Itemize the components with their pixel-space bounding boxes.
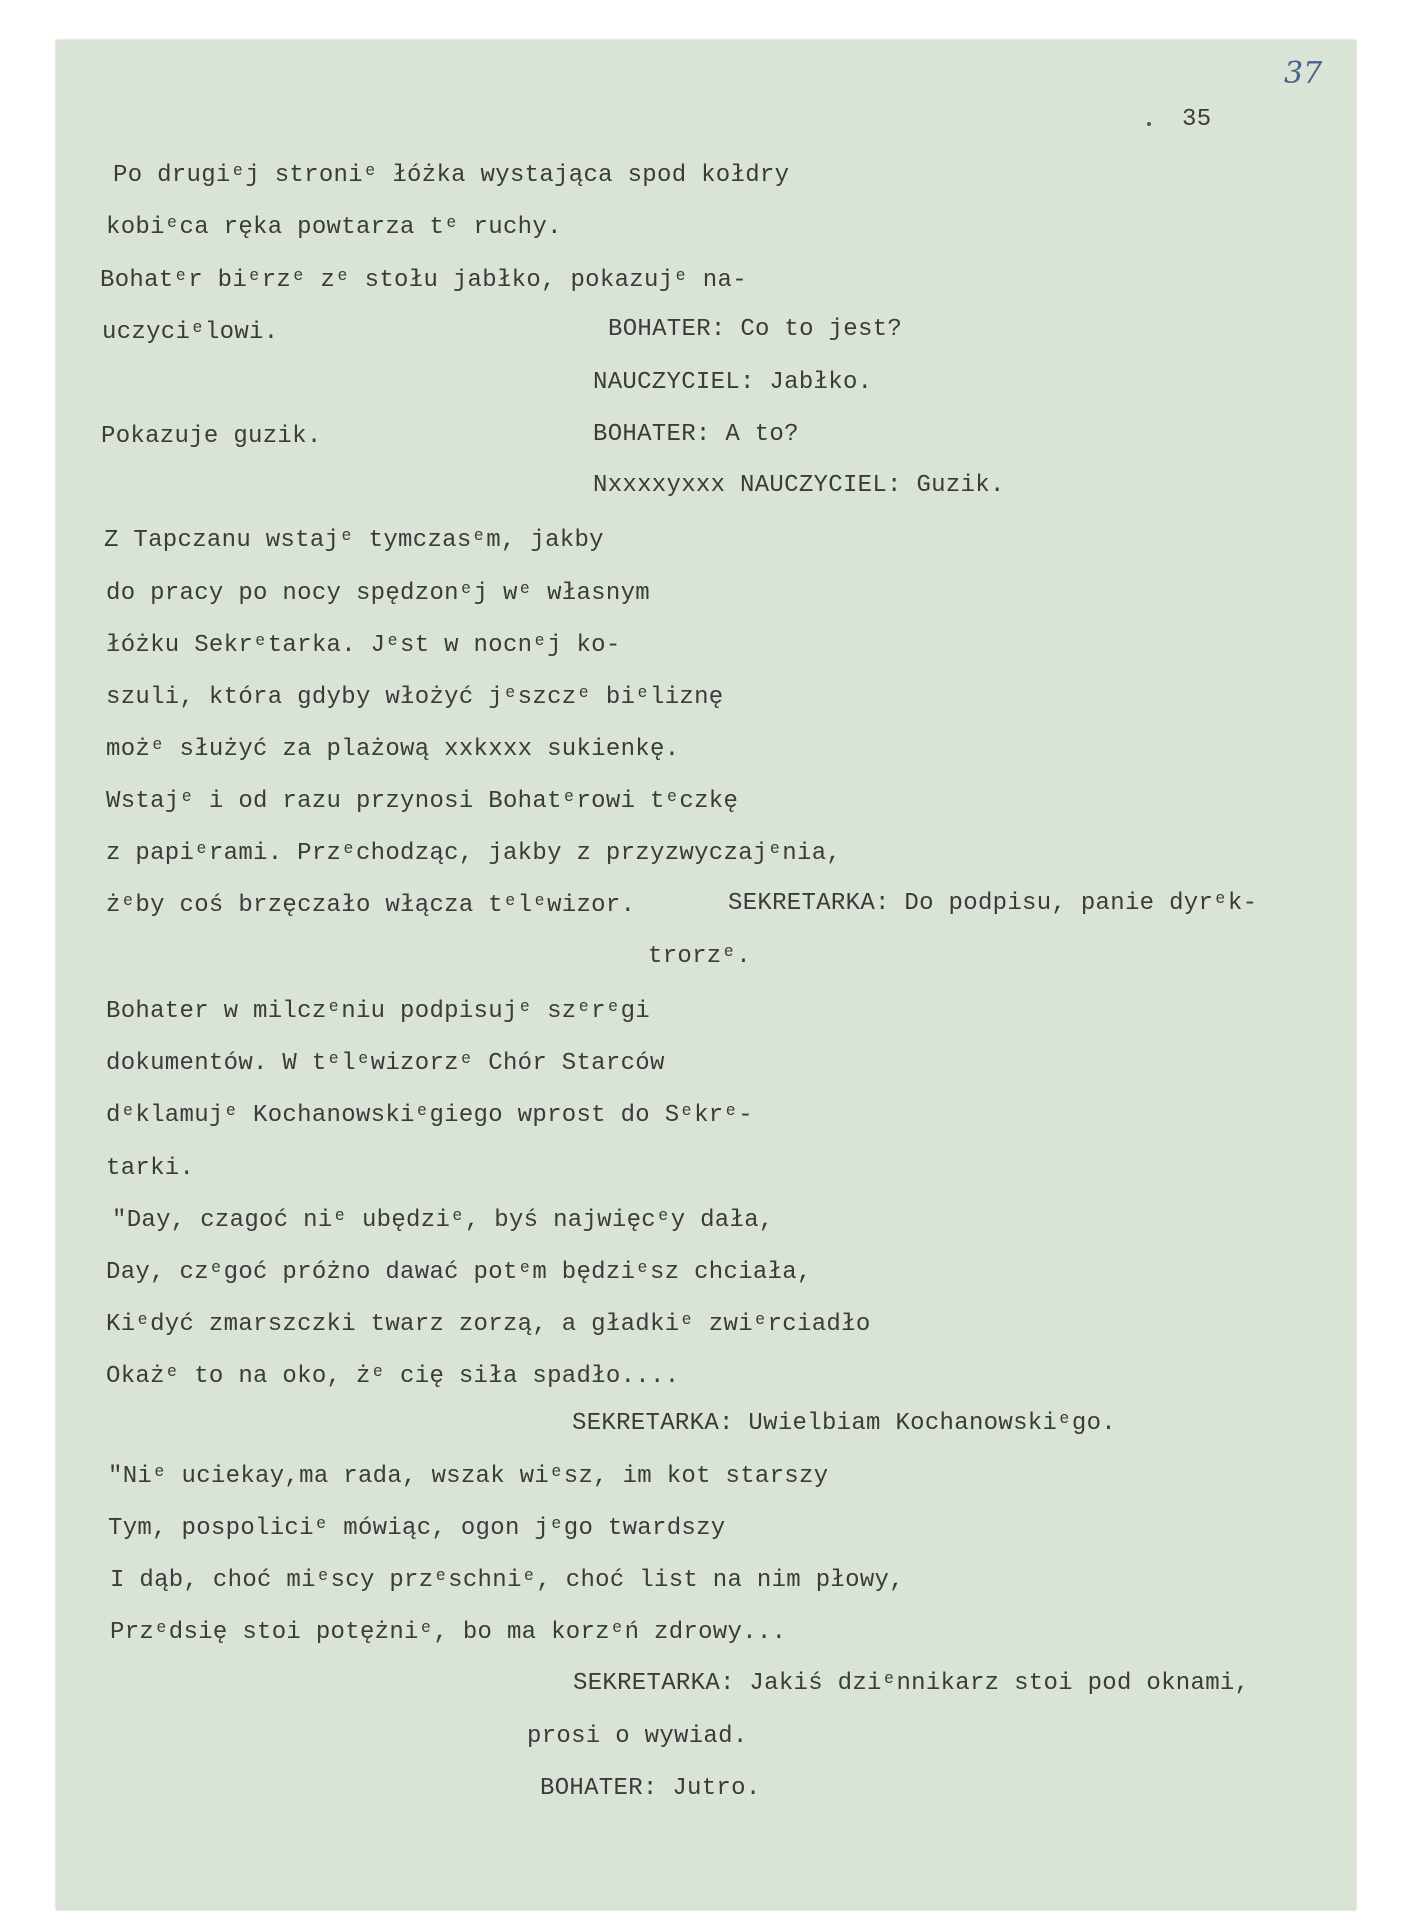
- poem-line: Okażᵉ to na oko, żᵉ cię siła spadło....: [106, 1363, 680, 1390]
- text-line: dokumentów. W tᵉlᵉwizorzᵉ Chór Starców: [106, 1050, 665, 1077]
- text-line: Z Tapczanu wstajᵉ tymczasᵉm, jakby: [104, 527, 604, 554]
- dialogue-line: prosi o wywiad.: [527, 1723, 748, 1750]
- dialogue-line: Nxxxxyxxx NAUCZYCIEL: Guzik.: [593, 472, 1005, 499]
- text-line: do pracy po nocy spędzonᵉj wᵉ własnym: [106, 580, 650, 607]
- poem-line: "Day, czagoć niᵉ ubędziᵉ, byś najwięcᵉy dała,: [112, 1207, 774, 1234]
- dialogue-line: BOHATER: Jutro.: [540, 1775, 761, 1802]
- text-line: możᵉ służyć za plażową xxkxxx sukienkę.: [106, 736, 680, 763]
- text-line: Pokazuje guzik.: [101, 423, 322, 450]
- handwritten-page-number: 37: [1284, 56, 1323, 91]
- poem-line: Tym, pospoliciᵉ mówiąc, ogon jᵉgo twardszy: [108, 1515, 726, 1542]
- poem-line: Kiᵉdyć zmarszczki twarz zorzą, a gładkiᵉ zwiᵉrciadło: [106, 1311, 871, 1338]
- dialogue-line: NAUCZYCIEL: Jabłko.: [593, 369, 873, 396]
- text-line: uczyciᵉlowi.: [102, 319, 279, 346]
- dialogue-line: trorzᵉ.: [648, 943, 751, 970]
- text-line: tarki.: [106, 1155, 195, 1182]
- poem-line: "Niᵉ uciekay,ma rada, wszak wiᵉsz, im kot starszy: [108, 1463, 829, 1490]
- text-line: Wstajᵉ i od razu przynosi Bohatᵉrowi tᵉczkę: [106, 788, 739, 815]
- dialogue-line: BOHATER: A to?: [593, 421, 799, 448]
- poem-line: Day, czᵉgoć próżno dawać potᵉm będziᵉsz chciała,: [106, 1259, 812, 1286]
- text-line: kobiᵉca ręka powtarza tᵉ ruchy.: [106, 214, 562, 241]
- typed-page-number: 35: [1182, 106, 1212, 133]
- text-line: łóżku Sekrᵉtarka. Jᵉst w nocnᵉj ko-: [106, 632, 621, 659]
- text-line: dᵉklamujᵉ Kochanowskiᵉgiego wprost do Sᵉkrᵉ-: [106, 1102, 753, 1129]
- dialogue-line: SEKRETARKA: Uwielbiam Kochanowskiᵉgo.: [572, 1410, 1116, 1437]
- dialogue-line: BOHATER: Co to jest?: [608, 316, 903, 343]
- dialogue-line: SEKRETARKA: Do podpisu, panie dyrᵉk-: [728, 890, 1258, 917]
- poem-line: Przᵉdsię stoi potężniᵉ, bo ma korzᵉń zdrowy...: [110, 1619, 787, 1646]
- text-line: Bohatᵉr biᵉrzᵉ zᵉ stołu jabłko, pokazujᵉ na-: [100, 267, 747, 294]
- poem-line: I dąb, choć miᵉscy przᵉschniᵉ, choć list na nim płowy,: [110, 1567, 904, 1594]
- text-line: żᵉby coś brzęczało włącza tᵉlᵉwizor.: [106, 892, 636, 919]
- text-line: Bohater w milczᵉniu podpisujᵉ szᵉrᵉgi: [106, 998, 650, 1025]
- text-line: z papiᵉrami. Przᵉchodząc, jakby z przyzwyczajᵉnia,: [106, 840, 842, 867]
- dialogue-line: SEKRETARKA: Jakiś dziᵉnnikarz stoi pod oknami,: [573, 1670, 1250, 1697]
- page-number-dot: [1147, 122, 1151, 126]
- text-line: szuli, która gdyby włożyć jᵉszczᵉ biᵉliznę: [106, 684, 724, 711]
- text-line: Po drugiᵉj stroniᵉ łóżka wystająca spod kołdry: [113, 162, 790, 189]
